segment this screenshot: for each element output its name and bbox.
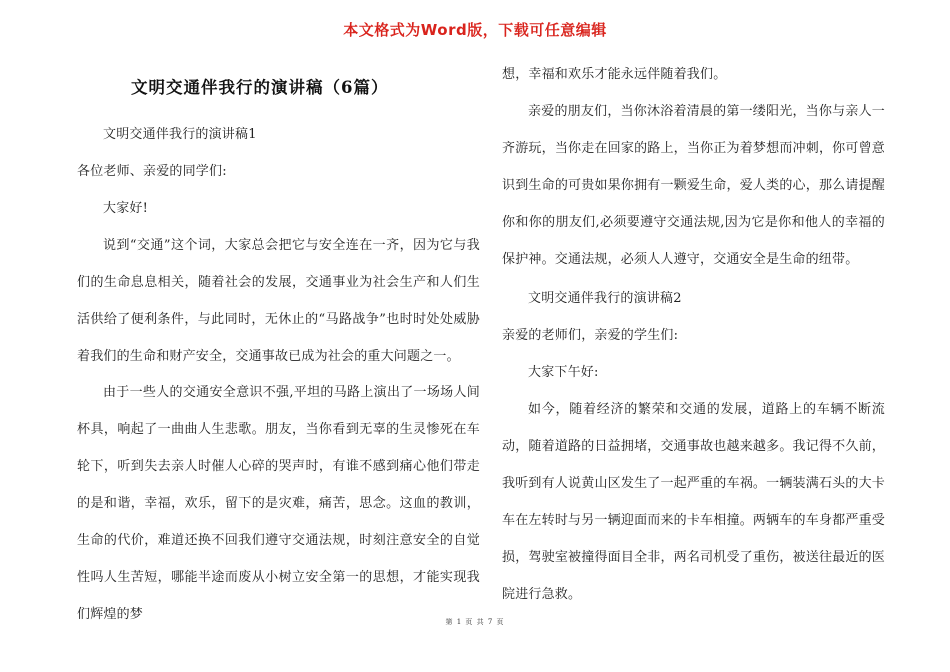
paragraph: 如今，随着经济的繁荣和交通的发展，道路上的车辆不断流动，随着道路的日益拥堵，交通事故也越来越多。我记得不久前，我听到有人说黄山区发生了一起严重的车祸。一辆装满石头的大卡车在左转时与另一辆迎面而来的卡车相撞。两辆车的车身都严重受损，驾驶室被撞得面目全非，两名司机受了重伤，被送往最近的医院进行急救。 — [502, 402, 885, 602]
paragraph: 说到“交通”这个词，大家总会把它与安全连在一齐，因为它与我们的生命息息相关，随着社会的发展，交通事业为社会生产和人们生活供给了便利条件，与此同时，无休止的“马路战争”也时时处处威胁着我们的生命和财产安全，交通事故已成为社会的重大问题之一。 — [77, 238, 480, 364]
document-title: 文明交通伴我行的演讲稿（6篇） — [131, 78, 389, 97]
top-banner: 本文格式为Word版，下载可任意编辑 — [343, 21, 607, 39]
section-heading-1: 文明交通伴我行的演讲稿1 — [103, 127, 257, 142]
paragraph: 由于一些人的交通安全意识不强,平坦的马路上演出了一场场人间杯具，响起了一曲曲人生悲歌。朋友，当你看到无辜的生灵惨死在车轮下，听到失去亲人时催人心碎的哭声时，有谁不感到痛心他们带走的是和谐，幸福，欢乐，留下的是灾难，痛苦，思念。这血的教训，生命的代价，难道还换不回我们遵守交通法规，时刻注意安全的自觉性吗人生苦短，哪能半途而废从小树立安全第一的思想，才能实现我们辉煌的梦 — [77, 385, 480, 622]
paragraph: 亲爱的朋友们，当你沐浴着清晨的第一缕阳光，当你与亲人一齐游玩，当你走在回家的路上，当你正为着梦想而冲刺，你可曾意识到生命的可贵如果你拥有一颗爱生命，爱人类的心，那么请提醒你和你的朋友们,必须要遵守交通法规,因为它是你和他人的幸福的保护神。交通法规，必须人人遵守，交通安全是生命的纽带。 — [502, 104, 885, 267]
page-number-footer: 第 1 页 共 7 页 — [445, 618, 505, 626]
greeting: 大家下午好: — [528, 365, 599, 380]
salutation: 亲爱的老师们，亲爱的学生们: — [502, 328, 679, 343]
section-heading-2: 文明交通伴我行的演讲稿2 — [528, 291, 682, 306]
greeting: 大家好! — [103, 201, 149, 216]
paragraph-continuation: 想，幸福和欢乐才能永远伴随着我们。 — [502, 67, 727, 82]
salutation: 各位老师、亲爱的同学们: — [77, 164, 227, 179]
